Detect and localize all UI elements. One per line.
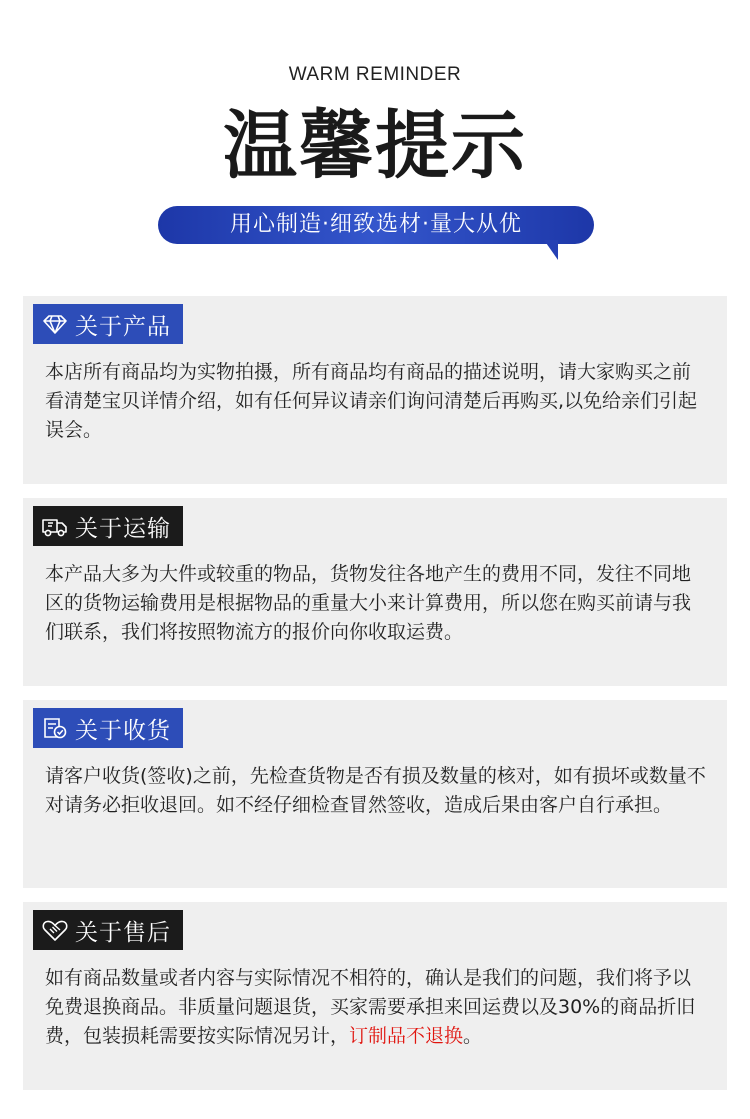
package-check-icon <box>41 714 69 742</box>
section-text <box>45 964 707 1051</box>
section-text: 本产品大多为大件或较重的物品，货物发往各地产生的费用不同，发往不同地区的货物运输费用是根据物品的重量大小来计算费用，所以您在购买前请与我们联系，我们将按照物流方的报价向你收取运费。 <box>45 563 692 643</box>
page-title: 温馨提示 <box>223 103 527 189</box>
section-text-main: 如有商品数量或者内容与实际情况不相符的，确认是我们的问题，我们将予以免费退换商品。非质量问题退货，买家需要承担来回运费以及30%的商品折旧费，包装损耗需要按实际情况另计， <box>45 967 696 1047</box>
section-text: 本店所有商品均为实物拍摄，所有商品均有商品的描述说明，请大家购买之前看清楚宝贝详情介绍，如有任何异议请亲们询问清楚后再购买,以免给亲们引起误会。 <box>45 361 698 441</box>
diamond-icon <box>41 310 69 338</box>
slogan-banner: 用心制造·细致选材·量大从优 <box>158 206 594 244</box>
section-title: 关于产品 <box>75 313 171 340</box>
truck-icon <box>41 512 69 540</box>
banner-tail <box>544 240 558 260</box>
section-label <box>33 910 183 950</box>
section-title: 关于运输 <box>75 515 171 542</box>
section-label <box>33 506 183 546</box>
header <box>0 0 750 280</box>
section-product <box>23 296 727 484</box>
section-title: 关于收货 <box>75 717 171 744</box>
highlight-text: 订制品不退换 <box>349 1025 464 1047</box>
section-label <box>33 708 183 748</box>
handshake-heart-icon <box>41 916 69 944</box>
subtitle: WARM REMINDER <box>288 64 462 85</box>
section-title: 关于售后 <box>75 919 171 946</box>
section-label <box>33 304 183 344</box>
section-text: 请客户收货(签收)之前，先检查货物是否有损及数量的核对，如有损坏或数量不对请务必拒收退回。如不经仔细检查冒然签收，造成后果由客户自行承担。 <box>45 765 706 816</box>
section-shipping <box>23 498 727 686</box>
section-text-suffix: 。 <box>463 1025 483 1047</box>
section-receiving <box>23 700 727 888</box>
section-after-sales <box>23 902 727 1090</box>
